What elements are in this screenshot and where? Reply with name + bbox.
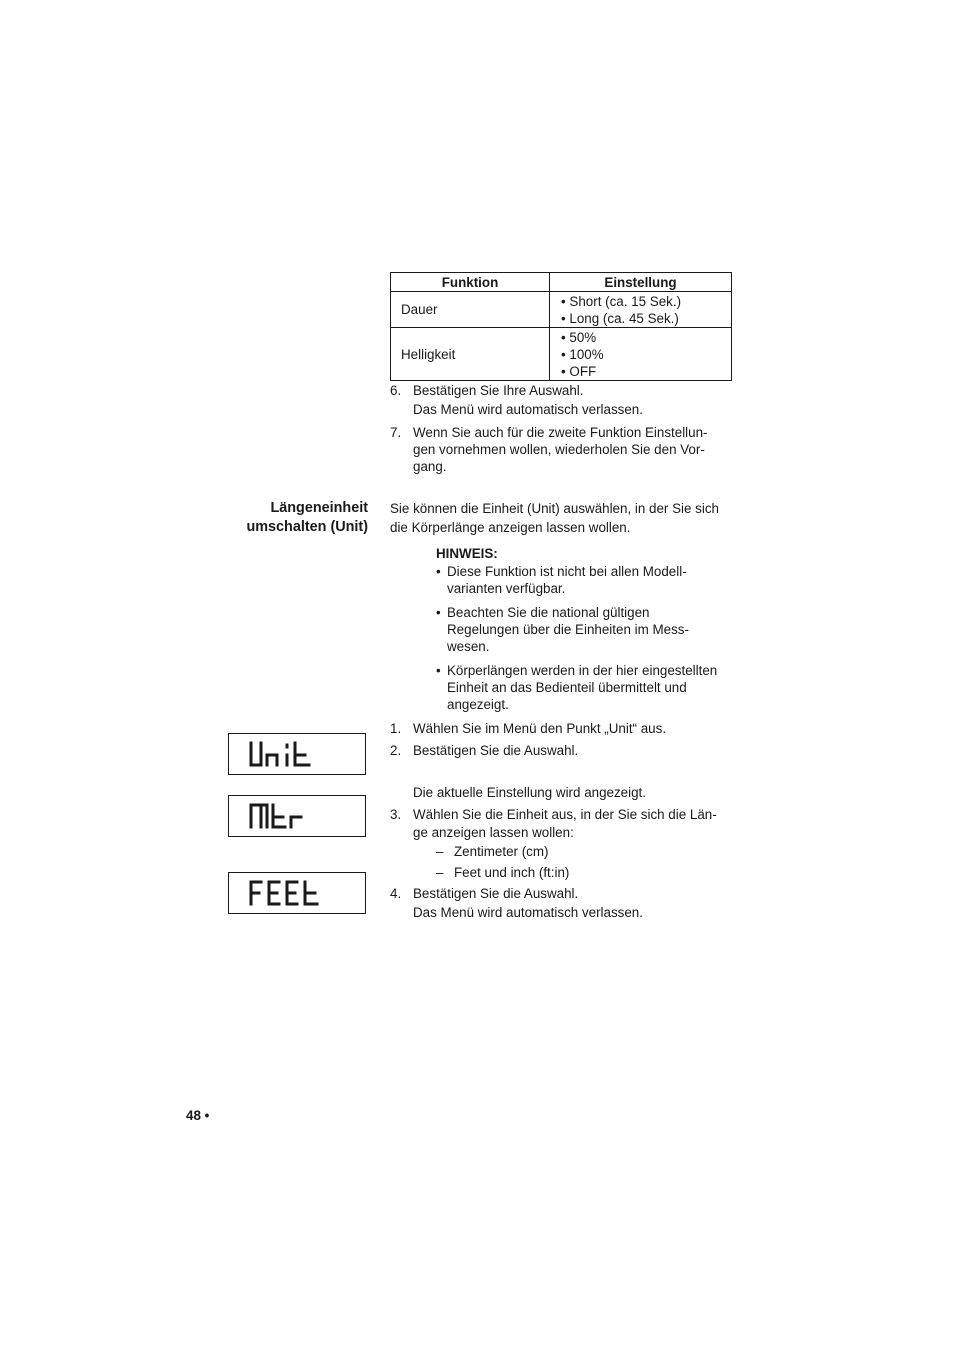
note-line: Diese Funktion ist nicht bei allen Modell-: [447, 564, 687, 579]
step-number: 4.: [390, 886, 402, 901]
settings-table: [390, 272, 732, 381]
lcd-mtr-glyphs: [229, 796, 365, 836]
lcd-display-unit: [228, 733, 366, 775]
step-number: 2.: [390, 743, 402, 758]
section-heading: [200, 499, 368, 537]
step-line: ge anzeigen lassen wollen:: [413, 825, 574, 840]
table-cell-function: Helligkeit: [391, 328, 550, 381]
intro-line: die Körperlänge anzeigen lassen wollen.: [390, 520, 631, 535]
option-item: • Long (ca. 45 Sek.): [561, 310, 679, 326]
step-text: [413, 382, 735, 418]
section-heading-line: umschalten (Unit): [246, 519, 368, 535]
note-title: HINWEIS:: [436, 546, 498, 561]
step-line: Bestätigen Sie die Auswahl.: [413, 743, 579, 758]
dash: –: [436, 865, 444, 880]
intro-line: Sie können die Einheit (Unit) auswählen, in der Sie sich: [390, 501, 719, 516]
step-line: gang.: [413, 459, 447, 474]
step-line: Wählen Sie die Einheit aus, in der Sie sich die Län-: [413, 807, 717, 822]
section-intro: [390, 500, 735, 536]
bullet: •: [436, 564, 441, 579]
note-line: Beachten Sie die national gültigen: [447, 605, 650, 620]
step-line: Das Menü wird automatisch verlassen.: [413, 402, 643, 417]
step-text: [413, 806, 735, 841]
step-line: Das Menü wird automatisch verlassen.: [413, 905, 643, 920]
step-line: Bestätigen Sie die Auswahl.: [413, 886, 579, 901]
bullet: •: [436, 663, 441, 678]
table-row: [391, 328, 732, 381]
note-text: [447, 604, 737, 655]
bullet: •: [436, 605, 441, 620]
column-header-function: Funktion: [391, 273, 550, 292]
step-text: [413, 424, 735, 475]
note-line: Einheit an das Bedienteil übermittelt und: [447, 680, 687, 695]
section-heading-line: Längeneinheit: [270, 500, 368, 516]
step-line: gen vornehmen wollen, wiederholen Sie den Vor-: [413, 442, 705, 457]
note-line: Körperlängen werden in der hier eingestellten: [447, 663, 718, 678]
dash: –: [436, 844, 444, 859]
unit-option-label: Zentimeter (cm): [454, 844, 549, 859]
lcd-unit-glyphs: [229, 734, 365, 774]
step-line: Bestätigen Sie Ihre Auswahl.: [413, 383, 584, 398]
note-text: [447, 563, 737, 597]
lcd-display-mtr: [228, 795, 366, 837]
table-cell-options: [550, 292, 732, 328]
option-item: • Short (ca. 15 Sek.): [561, 293, 682, 309]
column-header-setting: Einstellung: [550, 273, 732, 292]
step-line: Wählen Sie im Menü den Punkt „Unit“ aus.: [413, 721, 667, 736]
option-item: • OFF: [561, 363, 597, 379]
table-cell-options: [550, 328, 732, 381]
step-number: 6.: [390, 383, 402, 398]
unit-option-label: Feet und inch (ft:in): [454, 865, 570, 880]
step-text: [413, 885, 735, 921]
note-line: Regelungen über die Einheiten im Mess-: [447, 622, 689, 637]
note-line: wesen.: [447, 639, 490, 654]
step-line: Wenn Sie auch für die zweite Funktion Einstellun-: [413, 425, 708, 440]
step-number: 3.: [390, 807, 402, 822]
note-line: varianten verfügbar.: [447, 581, 566, 596]
table-header-row: [391, 273, 732, 292]
table-cell-function: Dauer: [391, 292, 550, 328]
lcd-display-feet: [228, 872, 366, 914]
option-item: • 50%: [561, 329, 597, 345]
step-line: Die aktuelle Einstellung wird angezeigt.: [413, 785, 646, 800]
page-number: 48 •: [186, 1108, 210, 1123]
step-number: 7.: [390, 425, 402, 440]
note-text: [447, 662, 737, 713]
note-line: angezeigt.: [447, 697, 509, 712]
step-number: 1.: [390, 721, 402, 736]
lcd-feet-glyphs: [229, 873, 365, 913]
option-item: • 100%: [561, 346, 604, 362]
table-row: [391, 292, 732, 328]
